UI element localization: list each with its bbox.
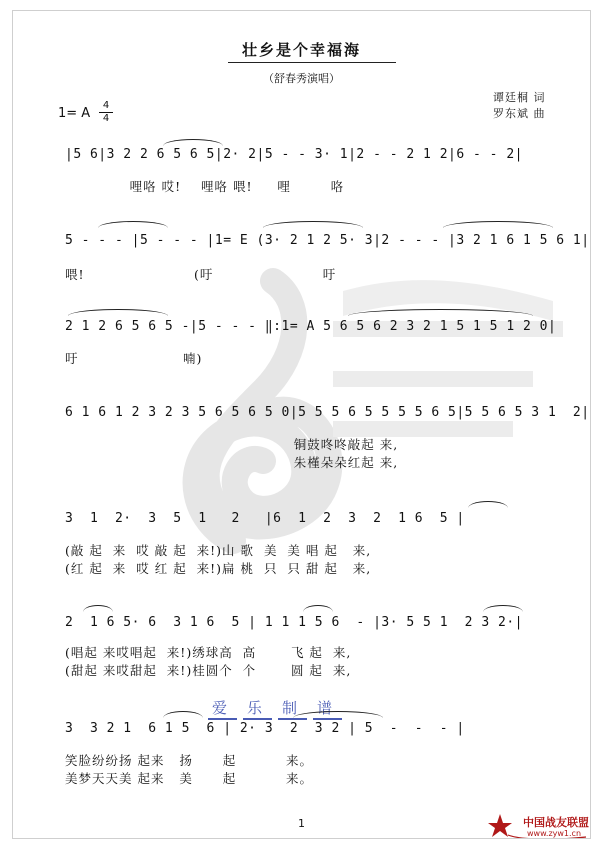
slur: [68, 309, 168, 316]
notation-line-4: 6 1 6 1 2 3 2 3 5 6 5 6 5 0|5 5 5 6 5 5 5 5 6 5|5 5 6 5 3 1 2|: [65, 405, 590, 420]
lyric-line-5a: (敲 起 来 哎 敲 起 来!)山 歌 美 美 唱 起 来,: [65, 543, 372, 558]
lyric-line-4a: 铜鼓咚咚敲起 来,: [65, 437, 399, 452]
notation-line-5: 3 1 2· 3 5 1 2 |6 1 2 3 2 1 6 5 |: [65, 511, 465, 526]
stamp-char: 爱: [208, 697, 237, 720]
slur: [83, 605, 113, 612]
slur: [163, 711, 203, 718]
stamp-char: 制: [278, 697, 307, 720]
slur: [163, 139, 223, 146]
lyric-line-1a: 哩咯 哎! 哩咯 喂! 哩 咯: [65, 179, 345, 194]
notation-line-3: 2 1 2 6 5 6 5 -|5 - - - ‖:1= A 5 6 5 6 2 3 2 1 5 1 5 1 2 0|: [65, 319, 557, 334]
lyric-line-7b: 美梦天天美 起来 美 起 来。: [65, 771, 313, 786]
site-url[interactable]: www.zyw1.cn: [527, 829, 582, 838]
lyric-line-5b: (红 起 来 哎 红 起 来!)扁 桃 只 只 甜 起 来,: [65, 561, 372, 576]
slur: [293, 711, 383, 718]
slur: [263, 221, 363, 228]
slur: [443, 221, 553, 228]
composer-credit: 罗东斌 曲: [493, 107, 546, 120]
score-page: [12, 10, 591, 839]
time-signature: [99, 101, 113, 124]
notation-line-2: 5 - - - |5 - - - |1= E (3· 2 1 2 5· 3|2 - - - |3 2 1 6 1 5 6 1|: [65, 233, 590, 248]
page-number: 1: [298, 817, 305, 830]
lyric-line-7a: 笑脸纷纷扬 起来 扬 起 来。: [65, 753, 313, 768]
slur: [468, 501, 508, 508]
site-name: 中国战友联盟: [523, 816, 589, 829]
stamp-char: 谱: [313, 697, 342, 720]
stamp-char: 乐: [243, 697, 272, 720]
slur: [98, 221, 168, 228]
slur: [303, 605, 333, 612]
lyric-line-2a: 喂! (吁 吁: [65, 267, 337, 282]
slur: [348, 309, 533, 316]
notation-line-6: 2 1 6 5· 6 3 1 6 5 | 1 1 1 5 6 - |3· 5 5 1 2 3 2·|: [65, 615, 523, 630]
notation-line-1: |5 6|3 2 2 6 5 6 5|2· 2|5 - - 3· 1|2 - - 2 1 2|6 - - 2|: [65, 147, 523, 162]
time-signature-bottom: 4: [102, 113, 110, 124]
performer-note: （舒春秀演唱）: [263, 72, 340, 85]
notation-line-7: 3 3 2 1 6 1 5 6 | 2· 3 2 3 2 | 5 - - - |: [65, 721, 465, 736]
slur: [483, 605, 523, 612]
title-underline: [228, 62, 396, 63]
time-signature-top: 4: [102, 100, 110, 111]
lyric-line-3a: 吁 喃): [65, 351, 203, 366]
lyric-line-6a: (唱起 来哎唱起 来!)绣球高 高 飞 起 来,: [65, 645, 352, 660]
song-title: 壮乡是个幸福海: [241, 41, 361, 59]
lyric-line-4b: 朱槿朵朵红起 来,: [65, 455, 399, 470]
key-signature: 1= A: [58, 106, 91, 121]
lyricist-credit: 谭廷桐 词: [493, 91, 546, 104]
lyric-line-6b: (甜起 来哎甜起 来!)桂圆个 个 圆 起 来,: [65, 663, 352, 678]
